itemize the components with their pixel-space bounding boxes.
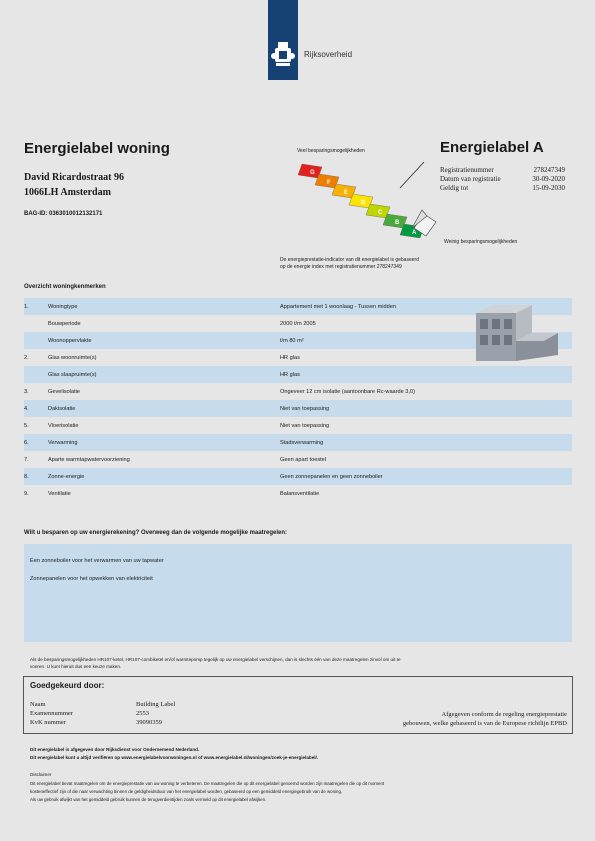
measures-note: Als de besparingsmogelijkheden HR107-ketel, HR107-combiketel en/of warmtepomp tegelijk op uw energielabel verschijnen, dan is slechts één van deze maatregelen zinvol om uit te voeren. U kunt hieruit dus een keuze maken. bbox=[30, 657, 401, 669]
table-row: 3. Gevelisolatie Ongeveer 12 cm isolatie (aantoonbare Rc-waarde 3,0) bbox=[24, 388, 415, 395]
table-row: 6. Verwarming Stadsverwarming bbox=[24, 434, 572, 451]
registration-info bbox=[440, 166, 565, 193]
disclaimer-text: Dit energielabel bevat maatregelen om de energieprestatie van uw woning te verbeteren. De maatregelen die op dit energielabel genoemd worden zijn maatregelen die op dit moment kosteneffectief zijn of die naar verwachting binnen de geldigheidsduur van het energielabel worden, gebaseerd op een gemiddeld energiegebruik van de woning. Als uw gebruik afwijkt van het gemiddeld gebruik kunnen de terugverdientijden zoals vermeld op dit energielabel afwijken. bbox=[30, 781, 385, 802]
approved-by-title: Goedgekeurd door: bbox=[30, 681, 105, 690]
table-row: 2. Glas woonruimte(s) HR glas bbox=[24, 354, 300, 361]
overview-title: Overzicht woningkenmerken bbox=[24, 284, 106, 290]
registration-row: Datum van registratie 30-09-2020 bbox=[440, 175, 565, 183]
approver-name-label: Naam bbox=[30, 701, 46, 708]
scale-step-label: E bbox=[344, 190, 349, 196]
rijksoverheid-logo-bar bbox=[268, 0, 298, 80]
table-row: 8. Zonne-energie Geen zonnepanelen en geen zonneboiler bbox=[24, 468, 572, 485]
address-city: 1066LH Amsterdam bbox=[24, 187, 111, 198]
table-row: Glas slaapruimte(s) HR glas bbox=[24, 366, 572, 383]
table-row: 9. Ventilatie Balansventilatie bbox=[24, 490, 320, 497]
scale-bottom-label: Weinig besparingsmogelijkheden bbox=[444, 239, 518, 245]
energy-scale bbox=[296, 158, 446, 242]
scale-step-label: B bbox=[395, 220, 400, 226]
kvk-number-label: KvK nummer bbox=[30, 719, 66, 726]
measure-item: Zonnepanelen voor het opwekken van elektriciteit bbox=[30, 576, 153, 582]
scale-step-label: G bbox=[310, 170, 315, 176]
table-row: Woonoppervlakte t/m 80 m² bbox=[24, 332, 572, 349]
regulation-note: Afgegeven conform de regeling energieprestatie gebouwen, welke gebaseerd is van de Europese richtlijn EPBD bbox=[402, 711, 567, 727]
logo-text: Rijksoverheid bbox=[304, 50, 353, 59]
scale-step-label: D bbox=[361, 200, 366, 206]
registration-row: Geldig tot 15-09-2030 bbox=[440, 184, 565, 192]
kvk-number-value: 39090359 bbox=[136, 719, 162, 726]
measure-item: Een zonneboiler voor het verwarmen van uw tapwater bbox=[30, 558, 164, 564]
scale-step-label: A bbox=[412, 230, 417, 236]
table-row: 7. Aparte warmtapwatervoorziening Geen apart toestel bbox=[24, 456, 327, 463]
exam-number-value: 2553 bbox=[136, 710, 149, 717]
table-row: 1. Woningtype Appartement met 1 woonlaag - Tussen midden bbox=[24, 298, 572, 315]
scale-pointer-line bbox=[400, 162, 424, 188]
scale-top-label: Veel besparingsmogelijkheden bbox=[297, 148, 365, 154]
table-row: 4. Dakisolatie Niet van toepassing bbox=[24, 400, 572, 417]
address bbox=[24, 170, 124, 200]
energy-label-title: Energielabel A bbox=[440, 139, 544, 156]
registration-row: Registratienummer 278247349 bbox=[440, 166, 565, 174]
scale-step-label: F bbox=[327, 180, 331, 186]
approved-by-box bbox=[23, 676, 573, 734]
disclaimer-title: Disclaimer bbox=[30, 772, 52, 777]
address-street: David Ricardostraat 96 bbox=[24, 172, 124, 183]
table-row: 5. Vloerisolatie Niet van toepassing bbox=[24, 422, 330, 429]
issuer-note: Dit energielabel is afgegeven door Rijksdienst voor Ondernemend Nederland. Dit energielabel kunt u altijd verifiëren op www.energielabelvoorwoningen.nl of www.energielabel.nl/woningen/zoek-je-energielabel/. bbox=[30, 747, 319, 760]
royal-crest-icon bbox=[268, 0, 298, 80]
scale-step-label: C bbox=[378, 210, 383, 216]
bag-id: BAG-ID: 0363010012132171 bbox=[24, 211, 103, 217]
indicator-note: De energieprestatie-indicator van dit energielabel is gebaseerd op de energie index met registratienummer 278247349 bbox=[280, 257, 419, 270]
table-row: Bouwperiode 2000 t/m 2005 bbox=[48, 320, 316, 327]
exam-number-label: Examennummer bbox=[30, 710, 73, 717]
approver-name-value: Building Label bbox=[136, 701, 176, 708]
apartment-illustration bbox=[476, 303, 562, 363]
measures-question: Wilt u besparen op uw energierekening? Overweeg dan de volgende mogelijke maatregelen: bbox=[24, 530, 288, 536]
page-title: Energielabel woning bbox=[24, 140, 170, 157]
